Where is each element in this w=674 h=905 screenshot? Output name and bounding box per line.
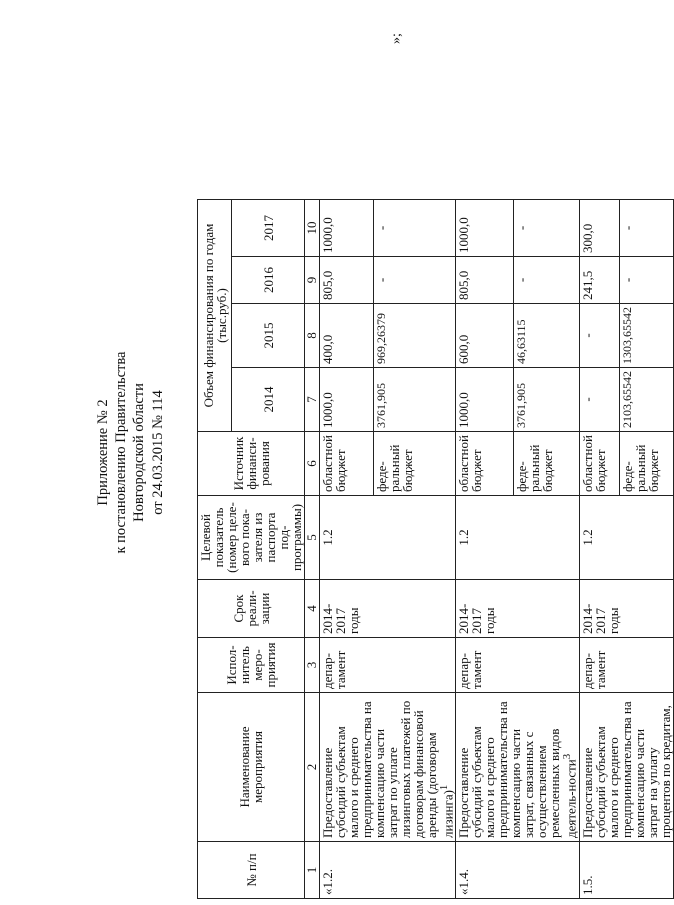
cell-2014: 3761,905 [514,368,580,432]
cell-2015: 46,63115 [514,304,580,368]
header-num: № п/п [198,842,305,899]
header-line-4: от 24.03.2015 № 114 [150,390,166,515]
row-source: областной бюджет [456,432,514,496]
cell-2014: 2103,65542 [619,368,673,432]
row-source: областной бюджет [579,432,619,496]
row-term: 2014-2017 годы [579,580,673,638]
header-year-2017: 2017 [232,200,305,257]
row-source: феде-ральный бюджет [373,432,456,496]
row-number: «1.2. [320,842,456,899]
cell-2016: 805,0 [456,257,514,304]
cell-2017: - [373,200,456,257]
cell-2016: - [514,257,580,304]
table-row [456,200,514,899]
cell-2014: 1000,0 [456,368,514,432]
header-year-2014: 2014 [232,368,305,432]
row-term: 2014-2017 годы [320,580,456,638]
row-source: феде-ральный бюджет [514,432,580,496]
appendix-title: Приложение № 2 [95,399,111,506]
header-source: Источник финанси-рования [198,432,305,496]
cell-2017: 1000,0 [320,200,374,257]
col-number: 9 [305,257,320,304]
col-number: 4 [305,580,320,638]
cell-2014: 1000,0 [320,368,374,432]
cell-2016: - [373,257,456,304]
col-number: 2 [305,693,320,842]
header-target: Целевой показатель (номер целе-вого пока-зателя из паспорта под-программы) [198,496,305,580]
row-executor: депар-тамент [456,638,579,693]
funding-table [197,199,674,899]
cell-2015: 1303,65542 [619,304,673,368]
cell-2015: - [579,304,619,368]
cell-2017: 1000,0 [456,200,514,257]
row-term: 2014-2017 годы [456,580,579,638]
cell-2015: 400,0 [320,304,374,368]
col-number: 8 [305,304,320,368]
row-number: «1.4. [456,842,579,899]
table-row [579,200,619,899]
trailing-mark: »; [389,33,404,44]
table-row [320,200,374,899]
row-name: Предоставление субсидий субъектам малого и среднего предпринимательства на компенсацию части затрат на уплату процентов по кредитам, [579,693,673,842]
col-number: 5 [305,496,320,580]
row-source: областной бюджет [320,432,374,496]
header-line-2: к постановлению Правительства [113,351,129,554]
cell-2016: - [619,257,673,304]
row-source: феде-ральный бюджет [619,432,673,496]
row-executor: депар-тамент [320,638,456,693]
cell-2015: 600,0 [456,304,514,368]
cell-2014: - [579,368,619,432]
header-line-3: Новгородской области [131,383,147,522]
row-target: 1.2 [456,496,579,580]
row-target: 1.2 [579,496,673,580]
cell-2016: 805,0 [320,257,374,304]
col-number: 10 [305,200,320,257]
header-executor: Испол-нитель меро-приятия [198,638,305,693]
row-target: 1.2 [320,496,456,580]
cell-2015: 969,26379 [373,304,456,368]
row-executor: депар-тамент [579,638,673,693]
col-number: 6 [305,432,320,496]
cell-2016: 241,5 [579,257,619,304]
header-year-2016: 2016 [232,257,305,304]
header-name: Наименование мероприятия [198,693,305,842]
header-term: Срок реали-зации [198,580,305,638]
header-year-2015: 2015 [232,304,305,368]
row-name: Предоставление субсидий субъектам малого и среднего предпринимательства на компенсацию части затрат, связанных с осуществлением ремесленных видов деятель-ности$^3$ [456,693,579,842]
row-number: 1.5. [579,842,673,899]
cell-2017: - [619,200,673,257]
row-name: Предоставление субсидий субъектам малого и среднего предпринимательства на компенсацию части затрат по уплате лизинговых платежей по договорам финансовой аренды (договорам лизинга)$^1$ [320,693,456,842]
col-number: 3 [305,638,320,693]
col-number: 1 [305,842,320,899]
cell-2017: 300,0 [579,200,619,257]
col-number: 7 [305,368,320,432]
header-funding: Объем финансирования по годам (тыс.руб.) [198,200,232,432]
cell-2017: - [514,200,580,257]
cell-2014: 3761,905 [373,368,456,432]
